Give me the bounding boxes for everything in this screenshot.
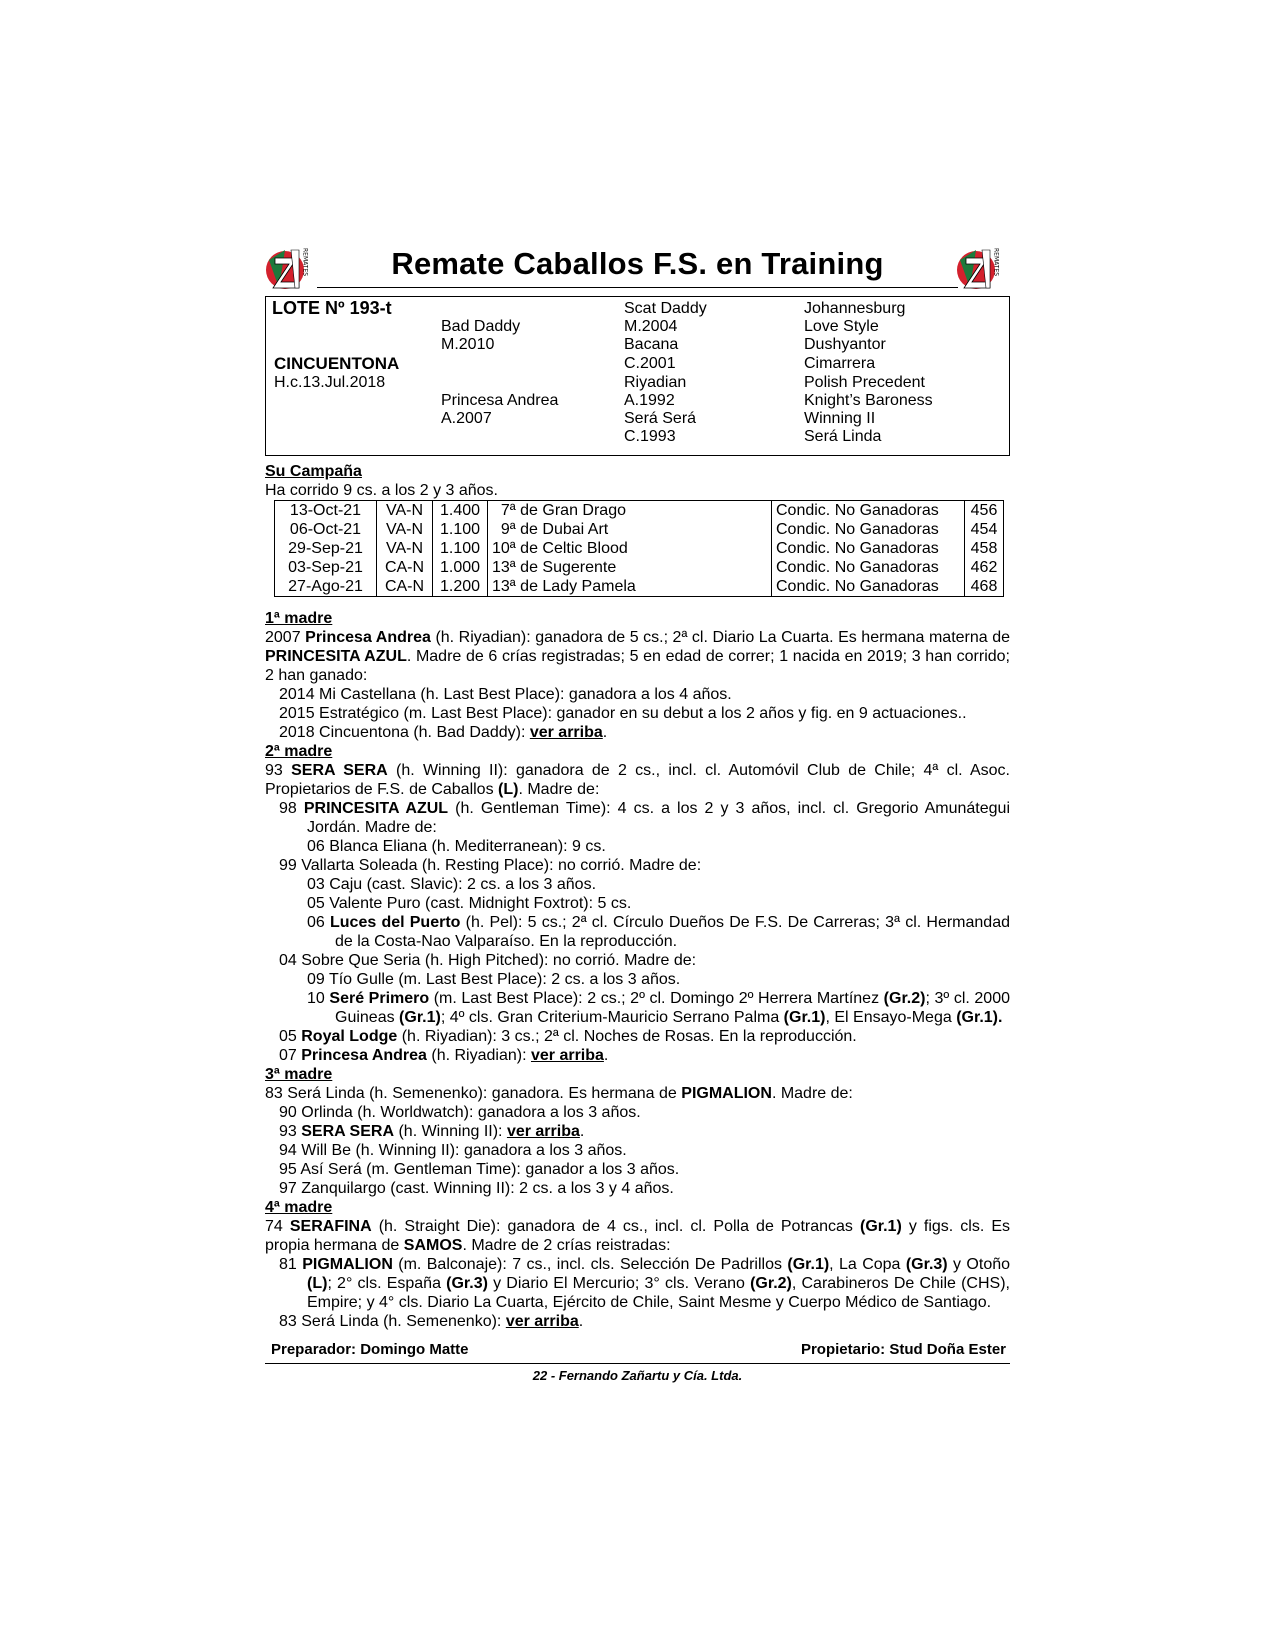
race-num-cell: 456 xyxy=(965,501,1004,521)
madre2-section xyxy=(265,742,1010,1065)
race-num-cell: 458 xyxy=(965,539,1004,558)
pedigree-box xyxy=(265,296,1010,456)
race-track-cell: VA-N xyxy=(377,520,433,539)
dam-year: A.2007 xyxy=(441,410,492,427)
grand-offspring-line: 06 Blanca Eliana (h. Mediterranean): 9 cs. xyxy=(307,838,606,855)
gen4-item: Será Linda xyxy=(804,428,882,445)
madre4-section xyxy=(265,1198,1010,1331)
gen4-item: Knight’s Baroness xyxy=(804,392,933,409)
madre3-intro: 83 Será Linda (h. Semenenko): ganadora. Es hermana de PIGMALION. Madre de: xyxy=(265,1085,853,1102)
race-num-cell: 454 xyxy=(965,520,1004,539)
offspring-line: 99 Vallarta Soleada (h. Resting Place): no corrió. Madre de: xyxy=(279,857,702,874)
footer-credits xyxy=(265,1339,1010,1364)
gen4-item: Dushyantor xyxy=(804,336,886,353)
gen4-item: Winning II xyxy=(804,410,876,427)
madre2-title: 2ª madre xyxy=(265,743,333,760)
race-date-cell: 27-Ago-21 xyxy=(275,577,377,597)
race-cond-cell: Condic. No Ganadoras xyxy=(772,577,965,597)
trainer-label: Preparador: Domingo Matte xyxy=(271,1341,469,1358)
gen3-item: C.1993 xyxy=(624,428,676,445)
offspring-line: 05 Royal Lodge (h. Riyadian): 3 cs.; 2ª cl. Noches de Rosas. En la reproducción. xyxy=(279,1028,857,1045)
race-cond-cell: Condic. No Ganadoras xyxy=(772,539,965,558)
madre1-section xyxy=(265,609,1010,742)
grand-offspring-line: 03 Caju (cast. Slavic): 2 cs. a los 3 años. xyxy=(307,876,597,893)
race-table xyxy=(274,500,1004,597)
page-footer: 22 - Fernando Zañartu y Cía. Ltda. xyxy=(532,1368,743,1383)
see-above-link: ver arriba xyxy=(506,1123,580,1140)
race-row xyxy=(275,577,1004,597)
race-row xyxy=(275,501,1004,521)
gen3-item: M.2004 xyxy=(624,318,678,335)
campaign-section xyxy=(265,462,1010,597)
madre1-title: 1ª madre xyxy=(265,610,333,627)
sire-year: M.2010 xyxy=(441,336,495,353)
sire-name: Bad Daddy xyxy=(441,318,521,335)
race-cond-cell: Condic. No Ganadoras xyxy=(772,501,965,521)
gen3-item: Riyadian xyxy=(624,374,687,391)
lot-number: LOTE Nº 193-t xyxy=(272,298,392,318)
race-row xyxy=(275,539,1004,558)
grand-offspring-line: 05 Valente Puro (cast. Midnight Foxtrot): 5 cs. xyxy=(307,895,632,912)
horse-name: CINCUENTONA xyxy=(274,354,400,373)
gen4-item: Johannesburg xyxy=(804,300,906,317)
offspring-line: 2014 Mi Castellana (h. Last Best Place): ganadora a los 4 años. xyxy=(279,686,732,703)
offspring-line: 98 PRINCESITA AZUL (h. Gentleman Time): 4 cs. a los 2 y 3 años, incl. cl. Gregorio Amunátegui Jordán. Madre de: xyxy=(279,800,1011,836)
grand-offspring-line: 06 Luces del Puerto (h. Pel): 5 cs.; 2ª cl. Círculo Dueños De F.S. De Carreras; 3ª cl. Hermandad de la Costa-Nao Valparaíso. En la reproducción. xyxy=(307,914,1010,950)
see-above-link: ver arriba xyxy=(505,1313,579,1330)
race-date-cell: 06-Oct-21 xyxy=(275,520,377,539)
grand-offspring-line: 09 Tío Gulle (m. Last Best Place): 2 cs. a los 3 años. xyxy=(307,971,681,988)
page-header xyxy=(265,240,1010,296)
race-row xyxy=(275,558,1004,577)
race-row xyxy=(275,520,1004,539)
madre4-title: 4ª madre xyxy=(265,1199,333,1216)
gen3-item: Será Será xyxy=(624,410,697,427)
race-num-cell: 468 xyxy=(965,577,1004,597)
race-pos-cell: 13ª de Sugerente xyxy=(488,558,772,577)
gen3-item: A.1992 xyxy=(624,392,675,409)
offspring-line: 2018 Cincuentona (h. Bad Daddy): ver arriba. xyxy=(279,724,608,741)
catalog-page xyxy=(265,240,1010,1383)
gen4-item: Cimarrera xyxy=(804,355,876,372)
race-pos-cell: 13ª de Lady Pamela xyxy=(488,577,772,597)
gen3-item: C.2001 xyxy=(624,355,676,372)
offspring-line: 2015 Estratégico (m. Last Best Place): ganador en su debut a los 2 años y fig. en 9 actuaciones.. xyxy=(279,705,967,722)
offspring-line: 97 Zanquilargo (cast. Winning II): 2 cs. a los 3 y 4 años. xyxy=(279,1180,674,1197)
race-pos-cell: 7ª de Gran Drago xyxy=(488,501,772,521)
race-dist-cell: 1.100 xyxy=(433,539,488,558)
dam-name: Princesa Andrea xyxy=(441,392,559,409)
race-track-cell: VA-N xyxy=(377,501,433,521)
offspring-line: 94 Will Be (h. Winning II): ganadora a los 3 años. xyxy=(279,1142,627,1159)
race-dist-cell: 1.100 xyxy=(433,520,488,539)
offspring-line: 07 Princesa Andrea (h. Riyadian): ver arriba. xyxy=(279,1047,609,1064)
race-date-cell: 13-Oct-21 xyxy=(275,501,377,521)
gen4-item: Polish Precedent xyxy=(804,374,925,391)
race-dist-cell: 1.400 xyxy=(433,501,488,521)
race-track-cell: CA-N xyxy=(377,558,433,577)
see-above-link: ver arriba xyxy=(530,1047,604,1064)
offspring-line: 81 PIGMALION (m. Balconaje): 7 cs., incl. cls. Selección De Padrillos (Gr.1), La Copa (Gr.3) y Otoño (L); 2° cls. España (Gr.3) y Diario El Mercurio; 3° cls. Verano (Gr.2), Carabineros De Chile (CHS), Empire; y 4° cls. Diario La Cuarta, Ejército de Chile, Saint Mesme y Cuerpo Médico de Santiago. xyxy=(279,1256,1011,1311)
title-divider xyxy=(317,287,958,288)
see-above-link: ver arriba xyxy=(529,724,603,741)
madre3-section xyxy=(265,1065,1010,1198)
madre3-title: 3ª madre xyxy=(265,1066,333,1083)
campaign-title: Su Campaña xyxy=(265,463,362,480)
grand-offspring-line: 10 Seré Primero (m. Last Best Place): 2 cs.; 2º cl. Domingo 2º Herrera Martínez (Gr.2); 3º cl. 2000 Guineas (Gr.1); 4º cls. Gran Criterium-Mauricio Serrano Palma (Gr.1), El Ensayo-Mega (Gr.1). xyxy=(307,990,1011,1026)
remates-logo-left xyxy=(265,244,319,292)
madre1-intro: 2007 Princesa Andrea (h. Riyadian): ganadora de 5 cs.; 2ª cl. Diario La Cuarta. Es hermana materna de PRINCESITA AZUL. Madre de 6 crías registradas; 5 en edad de correr; 1 nacida en 2019; 3 han corrido; 2 han ganado: xyxy=(265,629,1011,684)
svg-text:REMATES: REMATES xyxy=(301,248,309,277)
madre4-intro: 74 SERAFINA (h. Straight Die): ganadora de 4 cs., incl. cl. Polla de Potrancas (Gr.1) y figs. cls. Es propia hermana de SAMOS. Madre de 2 crías reistradas: xyxy=(265,1218,1011,1254)
campaign-summary: Ha corrido 9 cs. a los 2 y 3 años. xyxy=(265,482,498,499)
race-track-cell: CA-N xyxy=(377,577,433,597)
gen4-item: Love Style xyxy=(804,318,879,335)
madre2-intro: 93 SERA SERA (h. Winning II): ganadora de 2 cs., incl. cl. Automóvil Club de Chile; 4ª cl. Asoc. Propietarios de F.S. de Caballos (L). Madre de: xyxy=(265,762,1010,798)
svg-text:REMATES: REMATES xyxy=(992,248,1000,277)
race-dist-cell: 1.000 xyxy=(433,558,488,577)
race-date-cell: 29-Sep-21 xyxy=(275,539,377,558)
offspring-line: 83 Será Linda (h. Semenenko): ver arriba. xyxy=(279,1313,584,1330)
remates-logo-right xyxy=(956,244,1010,292)
race-dist-cell: 1.200 xyxy=(433,577,488,597)
gen3-item: Bacana xyxy=(624,336,679,353)
race-pos-cell: 9ª de Dubai Art xyxy=(488,520,772,539)
page-title: Remate Caballos F.S. en Training xyxy=(391,246,884,281)
race-cond-cell: Condic. No Ganadoras xyxy=(772,558,965,577)
race-cond-cell: Condic. No Ganadoras xyxy=(772,520,965,539)
race-date-cell: 03-Sep-21 xyxy=(275,558,377,577)
race-num-cell: 462 xyxy=(965,558,1004,577)
gen3-item: Scat Daddy xyxy=(624,300,707,317)
race-track-cell: VA-N xyxy=(377,539,433,558)
race-pos-cell: 10ª de Celtic Blood xyxy=(488,539,772,558)
offspring-line: 04 Sobre Que Seria (h. High Pitched): no corrió. Madre de: xyxy=(279,952,697,969)
horse-birth: H.c.13.Jul.2018 xyxy=(274,374,386,391)
offspring-line: 95 Así Será (m. Gentleman Time): ganador a los 3 años. xyxy=(279,1161,680,1178)
offspring-line: 93 SERA SERA (h. Winning II): ver arriba. xyxy=(279,1123,585,1140)
owner-label: Propietario: Stud Doña Ester xyxy=(800,1341,1006,1358)
offspring-line: 90 Orlinda (h. Worldwatch): ganadora a los 3 años. xyxy=(279,1104,641,1121)
